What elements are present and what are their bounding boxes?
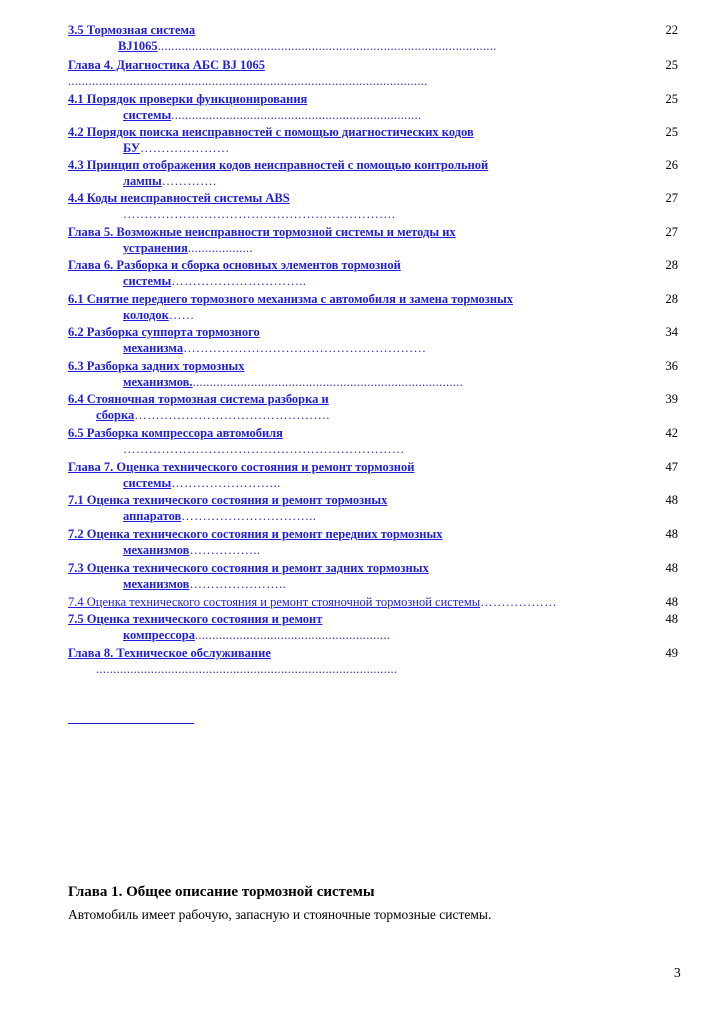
toc-dots: ……	[168, 308, 195, 322]
toc-entry	[68, 157, 678, 189]
toc-link[interactable]: Глава 7. Оценка технического состояния и ремонт тормозной	[68, 460, 415, 474]
toc-dots: ………………	[480, 595, 557, 609]
toc-link[interactable]: 7.5 Оценка технического состояния и ремонт	[68, 612, 323, 626]
toc-entry	[68, 57, 678, 89]
toc-entry	[68, 257, 678, 289]
toc-link-cont[interactable]: механизма	[123, 341, 184, 355]
toc-entry	[68, 291, 678, 323]
body-paragraph: Автомобиль имеет рабочую, запасную и стояночные тормозные системы.	[68, 907, 492, 922]
toc-page: 26	[665, 158, 678, 172]
toc-link[interactable]: 4.3 Принцип отображения кодов неисправностей с помощью контрольной	[68, 158, 489, 172]
toc-entry	[68, 611, 678, 643]
toc-link-cont[interactable]: компрессора	[123, 628, 195, 642]
toc-link[interactable]: 4.2 Порядок поиска неисправностей с помощью диагностических кодов	[68, 125, 474, 139]
toc-link-cont[interactable]: системы	[123, 476, 172, 490]
toc-page: 47	[665, 460, 678, 474]
toc-link[interactable]: Глава 4. Диагностика АБС BJ 1065	[68, 58, 265, 72]
toc-page: 22	[665, 23, 678, 37]
footnote-separator	[68, 723, 194, 724]
toc-entry	[68, 22, 678, 54]
toc-page: 27	[665, 191, 678, 205]
toc-dots: ……………………..	[171, 476, 281, 490]
toc-page: 48	[665, 527, 678, 541]
toc-entry	[68, 358, 678, 390]
toc-link-cont[interactable]: механизмов.	[123, 375, 193, 389]
toc-link[interactable]: 6.2 Разборка суппорта тормозного	[68, 325, 260, 339]
toc-entry	[68, 594, 678, 610]
toc-page: 27	[665, 225, 678, 239]
toc-link[interactable]: Глава 8. Техническое обслуживание	[68, 646, 271, 660]
toc-page: 25	[665, 58, 678, 72]
toc-entry	[68, 324, 678, 356]
toc-link[interactable]: 4.1 Порядок проверки функционирования	[68, 92, 308, 106]
toc-link-cont[interactable]: BJ1065	[118, 39, 158, 53]
toc-link[interactable]: 3.5 Тормозная система	[68, 23, 196, 37]
toc-dots: ........................................................................................	[96, 662, 398, 676]
toc-dots: .........................................................	[194, 628, 391, 642]
toc-entry	[68, 91, 678, 123]
toc-link-cont[interactable]: сборка	[96, 408, 135, 422]
page-number: 3	[674, 965, 681, 980]
chapter-heading: Глава 1. Общее описание тормозной системы	[68, 884, 375, 900]
toc-page: 34	[665, 325, 678, 339]
toc-link[interactable]: 6.5 Разборка компрессора автомобиля	[68, 426, 283, 440]
toc-link-cont[interactable]: механизмов	[123, 577, 190, 591]
toc-dots: …………………	[140, 141, 230, 155]
toc-entry	[68, 560, 678, 592]
toc-dots: ...............................................................................	[192, 375, 464, 389]
toc-dots: ...................	[187, 241, 253, 255]
toc-entry	[68, 391, 678, 423]
toc-link[interactable]: Глава 5. Возможные неисправности тормозной системы и методы их	[68, 225, 456, 239]
toc-link-cont[interactable]: колодок	[123, 308, 169, 322]
toc-dots: .........................................................................................................	[68, 74, 428, 88]
toc-dots: …………………………..	[181, 509, 317, 523]
toc-dots: ……………………………………………………….	[123, 207, 396, 221]
toc-dots: ……………..	[189, 543, 261, 557]
toc-entry	[68, 492, 678, 524]
toc-page: 25	[665, 125, 678, 139]
toc-page: 48	[665, 612, 678, 626]
toc-entry	[68, 190, 678, 222]
toc-page: 48	[665, 561, 678, 575]
toc-dots: …………………………..	[171, 274, 307, 288]
toc-link-cont[interactable]: системы	[123, 274, 172, 288]
toc-entry	[68, 425, 678, 457]
toc-page: 28	[665, 258, 678, 272]
toc-link[interactable]: 4.4 Коды неисправностей системы ABS	[68, 191, 290, 205]
toc-link[interactable]: 7.2 Оценка технического состояния и ремонт передних тормозных	[68, 527, 443, 541]
toc-page: 42	[665, 426, 678, 440]
toc-dots: …………………..	[189, 577, 286, 591]
toc-link-cont[interactable]: аппаратов	[123, 509, 182, 523]
toc-entry	[68, 459, 678, 491]
toc-link-cont[interactable]: системы	[123, 108, 172, 122]
toc-entry	[68, 645, 678, 677]
toc-link[interactable]: 7.1 Оценка технического состояния и ремонт тормозных	[68, 493, 388, 507]
toc-page: 48	[665, 493, 678, 507]
toc-link[interactable]: 6.1 Снятие переднего тормозного механизма с автомобиля и замена тормозных	[68, 292, 514, 306]
toc-entry	[68, 526, 678, 558]
toc-link[interactable]: 6.4 Стояночная тормозная система разборка и	[68, 392, 329, 406]
toc-link-cont[interactable]: лампы	[123, 174, 162, 188]
toc-page: 25	[665, 92, 678, 106]
toc-page: 39	[665, 392, 678, 406]
toc-entry	[68, 124, 678, 156]
toc-link-cont[interactable]: БУ	[123, 141, 140, 155]
toc-page: 36	[665, 359, 678, 373]
toc-link[interactable]: 6.3 Разборка задних тормозных	[68, 359, 245, 373]
toc-link-cont[interactable]: устранения	[123, 241, 188, 255]
toc-page: 48	[665, 595, 678, 609]
toc-page: 28	[665, 292, 678, 306]
toc-page: 49	[665, 646, 678, 660]
toc-dots: ……………………………………….	[134, 408, 330, 422]
toc-dots: …………………………………………………………	[123, 442, 405, 456]
toc-dots: …………………………………………………	[183, 341, 427, 355]
toc-link[interactable]: Глава 6. Разборка и сборка основных элементов тормозной	[68, 258, 401, 272]
toc-dots: ………….	[161, 174, 217, 188]
toc-entry	[68, 224, 678, 256]
toc-dots: .........................................................................	[171, 108, 422, 122]
toc-link[interactable]: 7.3 Оценка технического состояния и ремонт задних тормозных	[68, 561, 429, 575]
toc-link[interactable]: 7.4 Оценка технического состояния и ремонт стояночной тормозной системы	[68, 595, 481, 609]
toc-link-cont[interactable]: механизмов	[123, 543, 190, 557]
toc-dots: ...................................................................................................	[157, 39, 497, 53]
